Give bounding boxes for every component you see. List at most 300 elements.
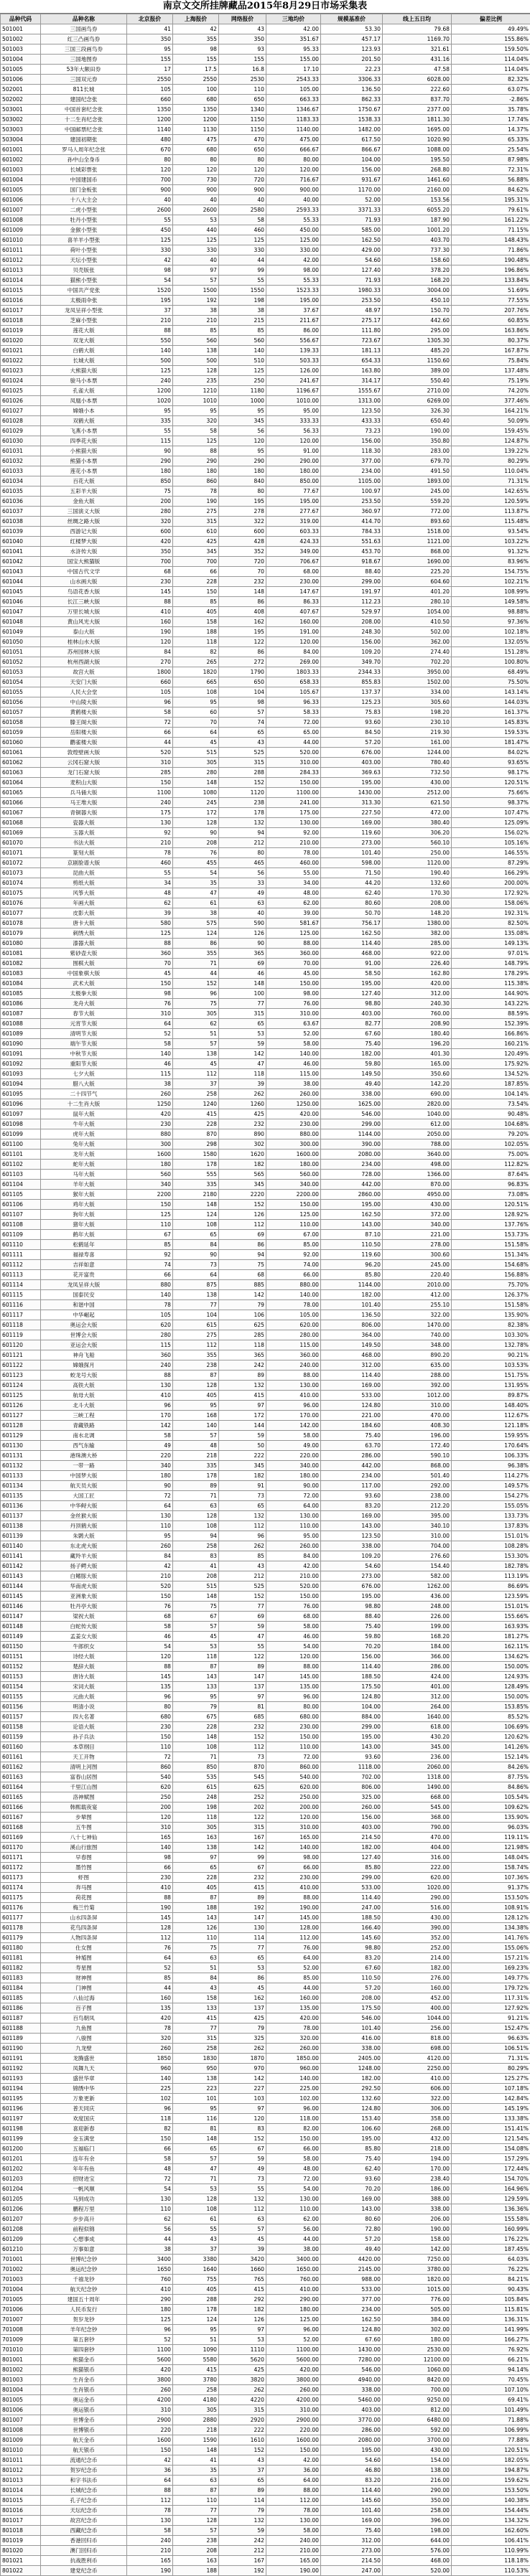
value-cell: 163.93%: [452, 1622, 530, 1632]
value-cell: 222: [219, 2425, 266, 2435]
value-cell: 126: [219, 929, 266, 939]
code-cell: 601069: [1, 828, 41, 838]
value-cell: 195: [219, 497, 266, 507]
value-cell: 560.00: [266, 1170, 321, 1180]
code-cell: 601028: [1, 416, 41, 426]
value-cell: 1120.00: [383, 858, 452, 868]
value-cell: 4120.00: [383, 2054, 452, 2064]
value-cell: 62.00: [266, 898, 321, 908]
value-cell: 880.00: [266, 1129, 321, 1139]
name-cell: 紫砂壶大版: [41, 949, 127, 959]
value-cell: 39: [219, 2244, 266, 2255]
value-cell: 868.00: [383, 547, 452, 557]
name-cell: 本草纲目: [41, 1742, 127, 1752]
value-cell: 124: [173, 1210, 219, 1220]
table-row: [1, 1531, 530, 1541]
name-cell: 连年有余: [41, 2154, 127, 2164]
value-cell: 159.45%: [452, 426, 530, 436]
value-cell: 330: [219, 245, 266, 255]
value-cell: 46.00: [266, 1632, 321, 1642]
code-cell: 801013: [1, 2476, 41, 2486]
table-row: [1, 1340, 530, 1350]
table-row: [1, 2114, 530, 2124]
value-cell: 97.01%: [452, 949, 530, 959]
table-row: [1, 215, 530, 225]
value-cell: 1040.00: [383, 1109, 452, 1119]
value-cell: 62: [127, 898, 173, 908]
value-cell: 1523.33: [266, 286, 321, 296]
value-cell: 148.40%: [452, 1401, 530, 1411]
value-cell: 755: [173, 2275, 219, 2285]
name-cell: 三国三段画鸟券: [41, 44, 127, 55]
value-cell: 502.00: [383, 627, 452, 637]
code-cell: 801004: [1, 2385, 41, 2395]
value-cell: 97: [173, 1853, 219, 1863]
value-cell: 1650.00: [266, 2265, 321, 2275]
value-cell: 335: [173, 1461, 219, 1471]
value-cell: 190.00: [266, 2566, 321, 2576]
value-cell: 433.33: [321, 416, 383, 426]
value-cell: 988.00: [321, 2275, 383, 2285]
value-cell: 650: [219, 95, 266, 105]
value-cell: 17: [127, 65, 173, 75]
table-row: [1, 718, 530, 728]
value-cell: 73.08%: [452, 1190, 530, 1200]
value-cell: 410: [127, 1883, 173, 1893]
value-cell: 200: [127, 497, 173, 507]
value-cell: 410.50: [383, 617, 452, 627]
value-cell: 362.00: [383, 637, 452, 647]
value-cell: 195.00: [321, 778, 383, 788]
code-cell: 601068: [1, 818, 41, 828]
value-cell: 120: [127, 1652, 173, 1662]
name-cell: 猫熊小型张: [41, 276, 127, 286]
value-cell: 335: [173, 1180, 219, 1190]
table-row: [1, 1712, 530, 1722]
name-cell: 熊猫小本票: [41, 456, 127, 466]
name-cell: 建国纪念张: [41, 95, 127, 105]
value-cell: 44: [219, 255, 266, 265]
name-cell: 吉祥如意: [41, 1260, 127, 1270]
name-cell: 长江三峡大版: [41, 597, 127, 607]
value-cell: 103.53%: [452, 1360, 530, 1371]
value-cell: 77: [173, 2023, 219, 2034]
value-cell: 163: [173, 1833, 219, 1843]
value-cell: 58: [127, 708, 173, 718]
value-cell: 290: [173, 456, 219, 466]
value-cell: 151.58%: [452, 1300, 530, 1310]
code-cell: 601164: [1, 1782, 41, 1792]
value-cell: 210: [127, 838, 173, 848]
value-cell: 59.80: [321, 1059, 383, 1069]
value-cell: 320: [127, 517, 173, 527]
value-cell: 66: [127, 1863, 173, 1873]
value-cell: 615: [173, 1782, 219, 1792]
value-cell: 128: [173, 818, 219, 828]
name-cell: 骏马小本票: [41, 376, 127, 386]
value-cell: 64: [127, 1953, 173, 1963]
table-row: [1, 1903, 530, 1913]
value-cell: 195.00: [321, 2445, 383, 2455]
value-cell: 90.43%: [452, 2285, 530, 2295]
value-cell: 8420.00: [383, 2375, 452, 2385]
value-cell: 127.40: [321, 1853, 383, 1863]
value-cell: 60: [173, 708, 219, 718]
name-cell: 航天金币: [41, 2435, 127, 2445]
value-cell: 71.31%: [452, 476, 530, 486]
table-row: [1, 1190, 530, 1200]
value-cell: 91.32%: [452, 547, 530, 557]
value-cell: 560.10: [383, 838, 452, 848]
code-cell: 601167: [1, 1813, 41, 1823]
value-cell: 706.67: [266, 557, 321, 567]
value-cell: 453.70: [321, 547, 383, 557]
value-cell: 112: [219, 1220, 266, 1230]
value-cell: 115.00: [266, 1340, 321, 1350]
value-cell: 515: [173, 748, 219, 758]
value-cell: 1850: [127, 2054, 173, 2064]
value-cell: 104.00: [321, 155, 383, 165]
value-cell: 17.74%: [452, 115, 530, 125]
value-cell: 70.00: [266, 959, 321, 969]
value-cell: 38.00: [266, 1079, 321, 1089]
value-cell: 410.00: [266, 1391, 321, 1401]
table-row: [1, 2476, 530, 2486]
value-cell: 275: [173, 507, 219, 517]
table-row: [1, 1893, 530, 1903]
value-cell: 1820.00: [383, 2275, 452, 2285]
value-cell: 560: [173, 336, 219, 346]
table-row: [1, 738, 530, 748]
table-row: [1, 1983, 530, 1993]
value-cell: 65: [219, 1953, 266, 1963]
value-cell: 240: [127, 1360, 173, 1371]
value-cell: 91.21%: [452, 2013, 530, 2023]
value-cell: 732.50: [383, 768, 452, 778]
value-cell: 352: [219, 547, 266, 557]
value-cell: 88: [127, 1893, 173, 1903]
value-cell: 214.50: [321, 1833, 383, 1843]
value-cell: 442.00: [321, 1180, 383, 1190]
value-cell: 150.00: [266, 1732, 321, 1742]
value-cell: 2080.00: [321, 1150, 383, 1160]
value-cell: 81: [173, 2124, 219, 2134]
value-cell: 96.38%: [452, 1461, 530, 1471]
name-cell: 荷叶小型张: [41, 245, 127, 255]
value-cell: 232: [219, 1873, 266, 1883]
value-cell: 440: [173, 225, 219, 235]
value-cell: 143: [173, 1913, 219, 1923]
table-row: [1, 2516, 530, 2526]
value-cell: 310.00: [383, 1401, 452, 1411]
value-cell: 525: [219, 1581, 266, 1592]
value-cell: 280: [127, 1330, 173, 1340]
value-cell: 3950.00: [383, 667, 452, 677]
value-cell: 3800: [127, 2375, 173, 2385]
value-cell: 119.60: [321, 1250, 383, 1260]
value-cell: 228: [173, 1119, 219, 1129]
value-cell: 86: [219, 597, 266, 607]
value-cell: 621.50: [383, 798, 452, 808]
value-cell: 86: [173, 939, 219, 949]
value-cell: 128: [173, 366, 219, 376]
code-cell: 601178: [1, 1923, 41, 1933]
value-cell: 295.00: [383, 326, 452, 336]
value-cell: 47: [173, 888, 219, 898]
table-row: [1, 2214, 530, 2224]
code-cell: 601161: [1, 1752, 41, 1762]
name-cell: 山水四条屏: [41, 1913, 127, 1923]
code-cell: 601063: [1, 768, 41, 778]
name-cell: 清明节大版: [41, 1029, 127, 1039]
value-cell: 141.26%: [452, 1742, 530, 1752]
value-cell: 150.00%: [452, 1662, 530, 1672]
value-cell: 89: [173, 1481, 219, 1491]
value-cell: 253.50: [321, 497, 383, 507]
value-cell: 128: [173, 1381, 219, 1391]
table-row: [1, 85, 530, 95]
value-cell: 4420.00: [321, 2255, 383, 2265]
code-cell: 601192: [1, 2064, 41, 2074]
value-cell: 218: [173, 2425, 219, 2435]
code-cell: 601034: [1, 476, 41, 486]
value-cell: 258: [173, 2044, 219, 2054]
code-cell: 801005: [1, 2395, 41, 2405]
value-cell: 900.00: [266, 185, 321, 195]
value-cell: 885: [219, 1280, 266, 1290]
table-row: [1, 2044, 530, 2054]
value-cell: 79.61%: [452, 205, 530, 215]
name-cell: 天坛纪念币: [41, 2506, 127, 2516]
code-cell: 701009: [1, 2335, 41, 2345]
value-cell: 248.30: [321, 627, 383, 637]
value-cell: 38: [127, 1079, 173, 1089]
value-cell: 188.50: [321, 1913, 383, 1923]
name-cell: 人物四条屏: [41, 1933, 127, 1943]
value-cell: 49: [219, 2164, 266, 2174]
value-cell: 73: [219, 2174, 266, 2184]
value-cell: 78.00: [266, 1300, 321, 1310]
value-cell: 105.16%: [452, 838, 530, 848]
value-cell: 97: [219, 1401, 266, 1411]
value-cell: 325.00: [321, 1792, 383, 1802]
value-cell: 196.86%: [452, 265, 530, 276]
value-cell: 150: [127, 1732, 173, 1742]
value-cell: 44.20: [321, 878, 383, 888]
value-cell: 520: [127, 748, 173, 758]
value-cell: 93.54%: [452, 527, 530, 537]
value-cell: 151.75%: [452, 1371, 530, 1381]
code-cell: 601118: [1, 1320, 41, 1330]
value-cell: 617.50: [321, 135, 383, 145]
value-cell: 210.00: [266, 1571, 321, 1581]
value-cell: 46: [127, 1632, 173, 1642]
name-cell: 福禄寿喜: [41, 1250, 127, 1260]
value-cell: 127.40: [321, 989, 383, 999]
table-row: [1, 155, 530, 165]
table-row: [1, 1742, 530, 1752]
value-cell: 212: [219, 838, 266, 848]
value-cell: 280: [173, 768, 219, 778]
value-cell: 160: [127, 1993, 173, 2003]
value-cell: 63: [173, 1953, 219, 1963]
value-cell: 75.66%: [452, 788, 530, 798]
code-cell: 601205: [1, 2194, 41, 2204]
value-cell: 380.40: [383, 818, 452, 828]
value-cell: 155.66%: [452, 1612, 530, 1622]
value-cell: 404.00: [383, 1843, 452, 1853]
code-cell: 601009: [1, 225, 41, 235]
value-cell: 88: [127, 326, 173, 336]
value-cell: 240: [127, 2536, 173, 2546]
value-cell: 218.00: [383, 2144, 452, 2154]
value-cell: 140: [173, 1421, 219, 1431]
value-cell: 1538.33: [321, 115, 383, 125]
table-row: [1, 1300, 530, 1310]
value-cell: 98.00: [266, 265, 321, 276]
value-cell: 106.33%: [452, 1451, 530, 1461]
value-cell: 65: [219, 728, 266, 738]
table-row: [1, 306, 530, 316]
value-cell: 931.67: [321, 175, 383, 185]
name-cell: 欢度国庆: [41, 2114, 127, 2124]
value-cell: 52.00: [266, 1963, 321, 1973]
table-row: [1, 24, 530, 34]
name-cell: 蛇年大版: [41, 1160, 127, 1170]
value-cell: 1200: [127, 115, 173, 125]
value-cell: 625: [219, 1320, 266, 1330]
table-row: [1, 2405, 530, 2415]
value-cell: 72.80: [321, 2224, 383, 2234]
value-cell: 1020: [127, 396, 173, 406]
value-cell: 66: [173, 567, 219, 577]
value-cell: 169.00: [321, 2194, 383, 2204]
name-cell: 一带一路: [41, 1461, 127, 1471]
value-cell: 54: [173, 868, 219, 878]
value-cell: 837.70: [383, 95, 452, 105]
value-cell: 232: [219, 1722, 266, 1732]
value-cell: 124.80: [321, 2325, 383, 2335]
code-cell: 601013: [1, 265, 41, 276]
table-row: [1, 918, 530, 929]
code-cell: 601171: [1, 1853, 41, 1863]
value-cell: 115.81%: [452, 2305, 530, 2315]
value-cell: 104: [173, 1310, 219, 1320]
value-cell: 132.78%: [452, 1340, 530, 1350]
name-cell: 年画大版: [41, 898, 127, 908]
table-row: [1, 959, 530, 969]
code-cell: 601008: [1, 215, 41, 225]
code-cell: 601196: [1, 2104, 41, 2114]
value-cell: 56.88%: [452, 175, 530, 185]
name-cell: 盛世华章: [41, 2074, 127, 2084]
table-row: [1, 537, 530, 547]
table-row: [1, 2345, 530, 2355]
value-cell: 144: [219, 1421, 266, 1431]
value-cell: 121.18%: [452, 1421, 530, 1431]
value-cell: 220.00: [266, 1451, 321, 1461]
code-cell: 701005: [1, 2295, 41, 2305]
value-cell: 516.00: [383, 1903, 452, 1913]
value-cell: 42: [173, 24, 219, 34]
value-cell: 860: [173, 476, 219, 486]
value-cell: 74: [219, 718, 266, 728]
code-cell: 601043: [1, 567, 41, 577]
value-cell: 110.50: [321, 1240, 383, 1250]
table-row: [1, 1220, 530, 1230]
value-cell: 3780.00: [383, 2265, 452, 2275]
value-cell: 1500: [173, 286, 219, 296]
value-cell: 36.00: [266, 2465, 321, 2476]
code-cell: 601190: [1, 2044, 41, 2054]
table-row: [1, 1551, 530, 1561]
value-cell: 338.00: [383, 2204, 452, 2214]
value-cell: 39: [219, 1079, 266, 1089]
value-cell: 700: [127, 557, 173, 567]
value-cell: 128.92%: [452, 1210, 530, 1220]
value-cell: 133.84%: [452, 276, 530, 286]
value-cell: 124.80: [321, 1692, 383, 1702]
value-cell: 108.91%: [452, 1903, 530, 1913]
name-cell: 千禧龙钞: [41, 2275, 127, 2285]
value-cell: 37: [173, 2244, 219, 2255]
value-cell: 138: [173, 1049, 219, 1059]
value-cell: 178: [173, 1471, 219, 1481]
name-cell: 五牛图: [41, 1823, 127, 1833]
code-cell: 701007: [1, 2315, 41, 2325]
table-row: [1, 2244, 530, 2255]
value-cell: 99: [219, 265, 266, 276]
value-cell: 138: [173, 1843, 219, 1853]
code-cell: 501005: [1, 65, 41, 75]
value-cell: 195.00: [266, 497, 321, 507]
value-cell: 110: [173, 2496, 219, 2506]
value-cell: 53: [173, 2184, 219, 2194]
value-cell: 470.00: [383, 1411, 452, 1421]
code-cell: 601067: [1, 808, 41, 818]
name-cell: 朱鹮大版: [41, 1531, 127, 1541]
value-cell: 190.48%: [452, 255, 530, 265]
value-cell: 112: [219, 1521, 266, 1531]
value-cell: 1180: [219, 386, 266, 396]
table-row: [1, 979, 530, 989]
value-cell: 40: [219, 195, 266, 205]
value-cell: 96: [127, 2104, 173, 2114]
value-cell: 59: [219, 2154, 266, 2164]
value-cell: 90: [173, 1250, 219, 1260]
code-cell: 601189: [1, 2034, 41, 2044]
code-cell: 701010: [1, 2345, 41, 2355]
value-cell: 138.00: [383, 2465, 452, 2476]
value-cell: 38: [127, 2244, 173, 2255]
value-cell: 180.00: [266, 1160, 321, 1170]
value-cell: 140: [127, 1049, 173, 1059]
value-cell: 130: [219, 1923, 266, 1933]
value-cell: 760.00: [266, 2275, 321, 2285]
code-cell: 601014: [1, 276, 41, 286]
code-cell: 601056: [1, 697, 41, 708]
value-cell: 222.00: [383, 1863, 452, 1873]
value-cell: 71: [173, 1491, 219, 1501]
value-cell: 222: [219, 1451, 266, 1461]
value-cell: 520.00: [266, 1581, 321, 1592]
code-cell: 601176: [1, 1903, 41, 1913]
value-cell: 110.04%: [452, 466, 530, 476]
value-cell: 230.00: [266, 1873, 321, 1883]
value-cell: 63.07%: [452, 85, 530, 95]
value-cell: 430.00: [383, 778, 452, 788]
code-cell: 601037: [1, 507, 41, 517]
